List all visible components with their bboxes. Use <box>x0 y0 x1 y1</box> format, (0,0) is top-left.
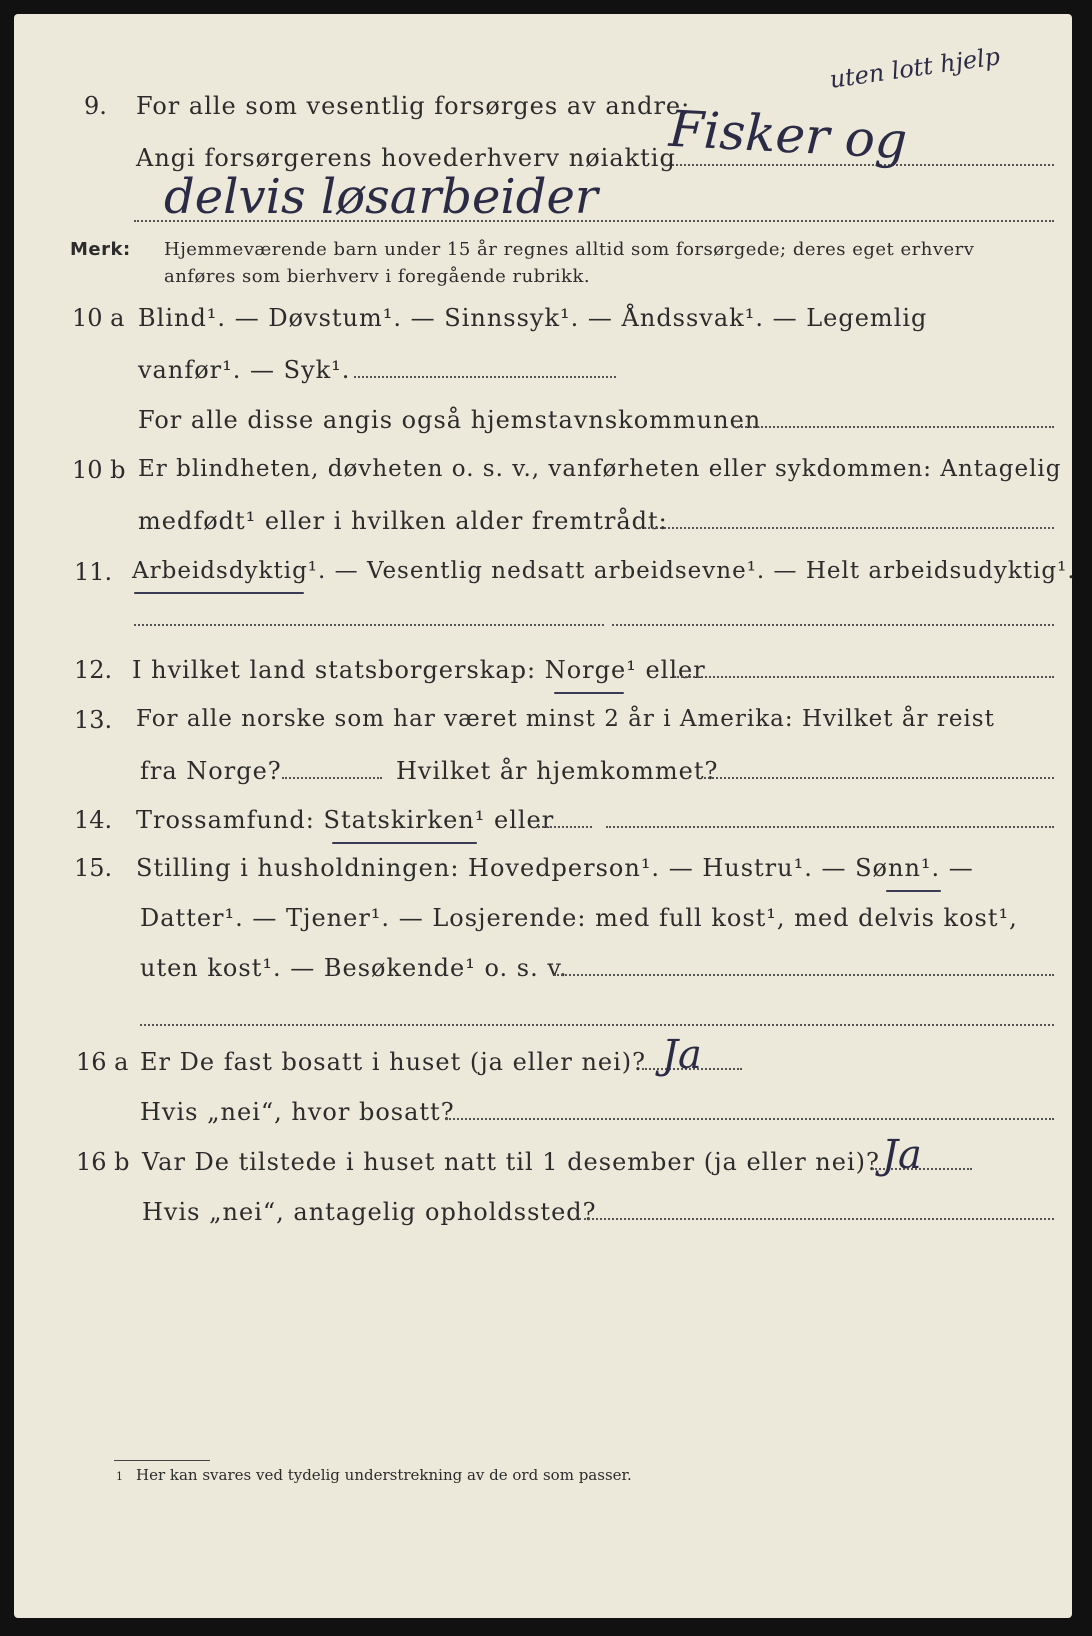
item-11-fill-line-2 <box>612 624 1054 626</box>
item-11-line-1: Arbeidsdyktig¹. — Vesentlig nedsatt arbeidsevne¹. — Helt arbeidsudyktig¹. <box>132 558 1076 584</box>
census-form-page <box>14 14 1076 1618</box>
item-10b-line-2: medfødt¹ eller i hvilken alder fremtrådt: <box>138 507 668 535</box>
item-12-underline <box>554 692 624 694</box>
item-15-line-3: uten kost¹. — Besøkende¹ o. s. v. <box>140 954 568 982</box>
item-16b-line-2: Hvis „nei“, antagelig opholdssted? <box>142 1198 597 1226</box>
item-14-fill-line <box>538 826 592 828</box>
item-16a-number: 16 a <box>76 1048 129 1076</box>
item-10a-line-3: For alle disse angis også hjemstavnskommunen <box>138 406 762 434</box>
item-16a-fill-line-2 <box>446 1118 1054 1120</box>
item-10b-number: 10 b <box>72 456 126 484</box>
item-16b-number: 16 b <box>76 1148 130 1176</box>
item-13-line-1: For alle norske som har været minst 2 år i Amerika: Hvilket år reist <box>136 706 995 732</box>
item-13-number: 13. <box>74 706 113 734</box>
item-13-fill-line-2 <box>704 777 1054 779</box>
item-9-fill-line-2 <box>134 220 1054 222</box>
item-15-fill-line-2 <box>140 1024 1054 1026</box>
item-10b-line-1: Er blindheten, døvheten o. s. v., vanførheten eller sykdommen: Antagelig <box>138 456 1062 482</box>
item-16b-fill-line-2 <box>579 1218 1054 1220</box>
item-14-number: 14. <box>74 806 113 834</box>
item-15-line-1: Stilling i husholdningen: Hovedperson¹. — Hustru¹. — Sønn¹. — <box>136 854 974 882</box>
item-13-fill-line <box>282 777 382 779</box>
item-10a-number: 10 a <box>72 304 125 332</box>
item-11-fill-line <box>134 624 604 626</box>
item-9-number: 9. <box>84 92 107 120</box>
item-16a-line-1: Er De fast bosatt i huset (ja eller nei)? <box>140 1048 647 1076</box>
item-14-underline <box>332 842 477 844</box>
item-15-underline <box>886 890 941 892</box>
item-10a-line-1: Blind¹. — Døvstum¹. — Sinnssyk¹. — Åndssvak¹. — Legemlig <box>138 304 928 332</box>
footnote-marker: 1 <box>116 1470 123 1483</box>
note-line-1: Hjemmeværende barn under 15 år regnes alltid som forsørgede; deres eget erhverv <box>164 239 975 260</box>
item-9-handwritten-answer: Fisker og <box>667 99 909 171</box>
note-label: Merk: <box>70 239 131 260</box>
item-16b-handwritten-answer: Ja <box>882 1132 922 1178</box>
item-13-line-2b: Hvilket år hjemkommet? <box>396 757 719 785</box>
item-14-fill-line-2 <box>606 826 1054 828</box>
item-16a-handwritten-answer: Ja <box>662 1032 702 1078</box>
item-9-handwritten-answer-2: delvis løsarbeider <box>164 169 598 225</box>
item-12-line-1: I hvilket land statsborgerskap: Norge¹ eller <box>132 656 706 684</box>
item-11-number: 11. <box>74 558 113 586</box>
item-10a-line-2: vanfør¹. — Syk¹. <box>138 356 351 384</box>
item-10a-fill-line <box>354 376 616 378</box>
item-11-underline <box>134 592 304 594</box>
item-9-line-2: Angi forsørgerens hovederhverv nøiaktig <box>136 144 676 172</box>
item-15-number: 15. <box>74 854 113 882</box>
item-9-line-1: For alle som vesentlig forsørges av andre: <box>136 92 691 120</box>
footnote-rule <box>114 1460 210 1461</box>
item-9-handwritten-note: uten lott hjelp <box>827 42 1002 94</box>
item-13-line-2a: fra Norge? <box>140 757 282 785</box>
item-12-number: 12. <box>74 656 113 684</box>
note-line-2: anføres som bierhverv i foregående rubrikk. <box>164 266 591 287</box>
item-14-line-1: Trossamfund: Statskirken¹ eller <box>136 806 555 834</box>
item-10b-fill-line <box>639 527 1054 529</box>
item-16a-line-2: Hvis „nei“, hvor bosatt? <box>140 1098 455 1126</box>
item-12-fill-line <box>674 676 1054 678</box>
item-16b-line-1: Var De tilstede i huset natt til 1 desember (ja eller nei)? <box>142 1148 880 1176</box>
item-10a-fill-line-2 <box>734 426 1054 428</box>
item-15-fill-line <box>554 974 1054 976</box>
footnote-text: Her kan svares ved tydelig understrekning av de ord som passer. <box>136 1466 632 1484</box>
item-15-line-2: Datter¹. — Tjener¹. — Losjerende: med full kost¹, med delvis kost¹, <box>140 904 1018 932</box>
